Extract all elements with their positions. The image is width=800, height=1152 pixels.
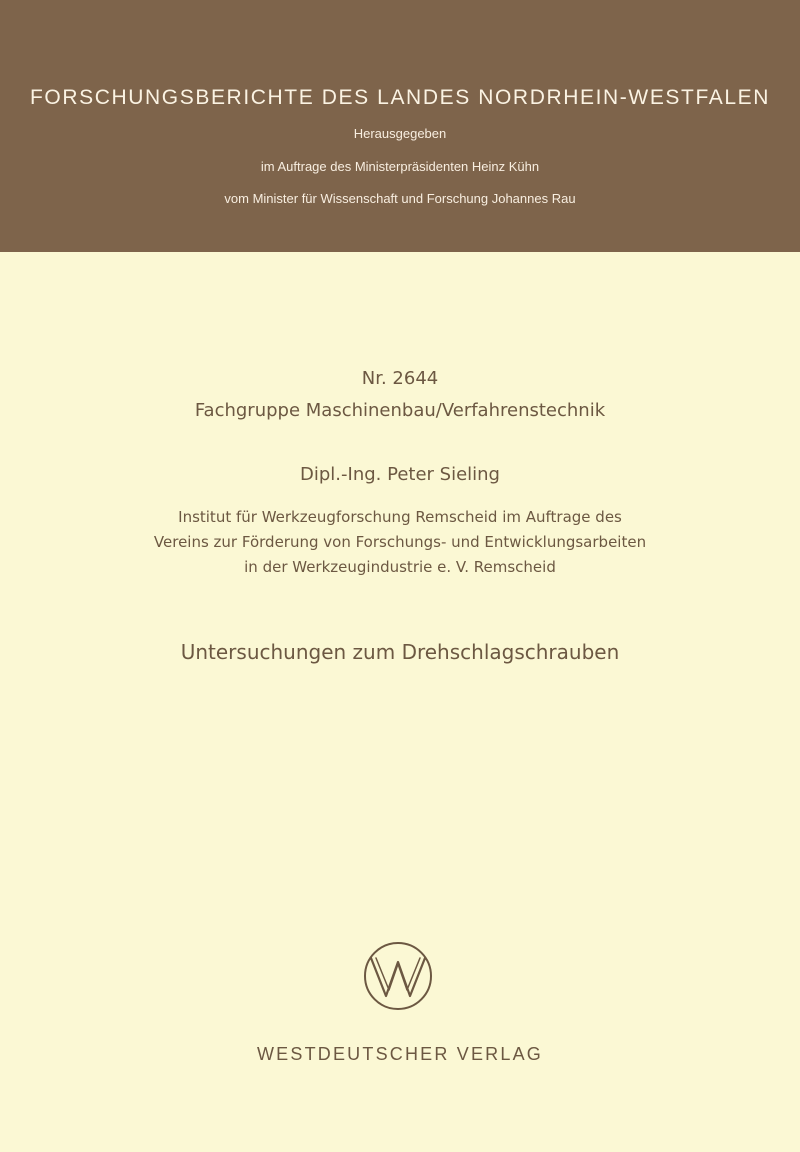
editor-line-2: im Auftrage des Ministerpräsidenten Heinz Kühn: [260, 159, 540, 174]
author-name: Dipl.-Ing. Peter Sieling: [300, 464, 500, 485]
institute-line-1: Institut für Werkzeugforschung Remscheid im Auftrage des: [178, 508, 622, 526]
ww-monogram-logo-icon: [362, 940, 434, 1012]
book-title: Untersuchungen zum Drehschlagschrauben: [180, 640, 620, 664]
publisher-name: WESTDEUTSCHER VERLAG: [256, 1044, 544, 1064]
series-title: FORSCHUNGSBERICHTE DES LANDES NORDRHEIN-WESTFALEN: [30, 86, 770, 109]
institute-line-2: Vereins zur Förderung von Forschungs- und Entwicklungsarbeiten: [153, 533, 647, 551]
editor-line-1: Herausgegeben: [353, 126, 447, 141]
institute-line-3: in der Werkzeugindustrie e. V. Remscheid: [244, 558, 556, 576]
report-number: Nr. 2644: [361, 368, 439, 389]
subject-group: Fachgruppe Maschinenbau/Verfahrenstechnik: [194, 400, 606, 421]
editor-line-3: vom Minister für Wissenschaft und Forschung Johannes Rau: [224, 191, 576, 206]
series-header-band: [0, 0, 800, 252]
